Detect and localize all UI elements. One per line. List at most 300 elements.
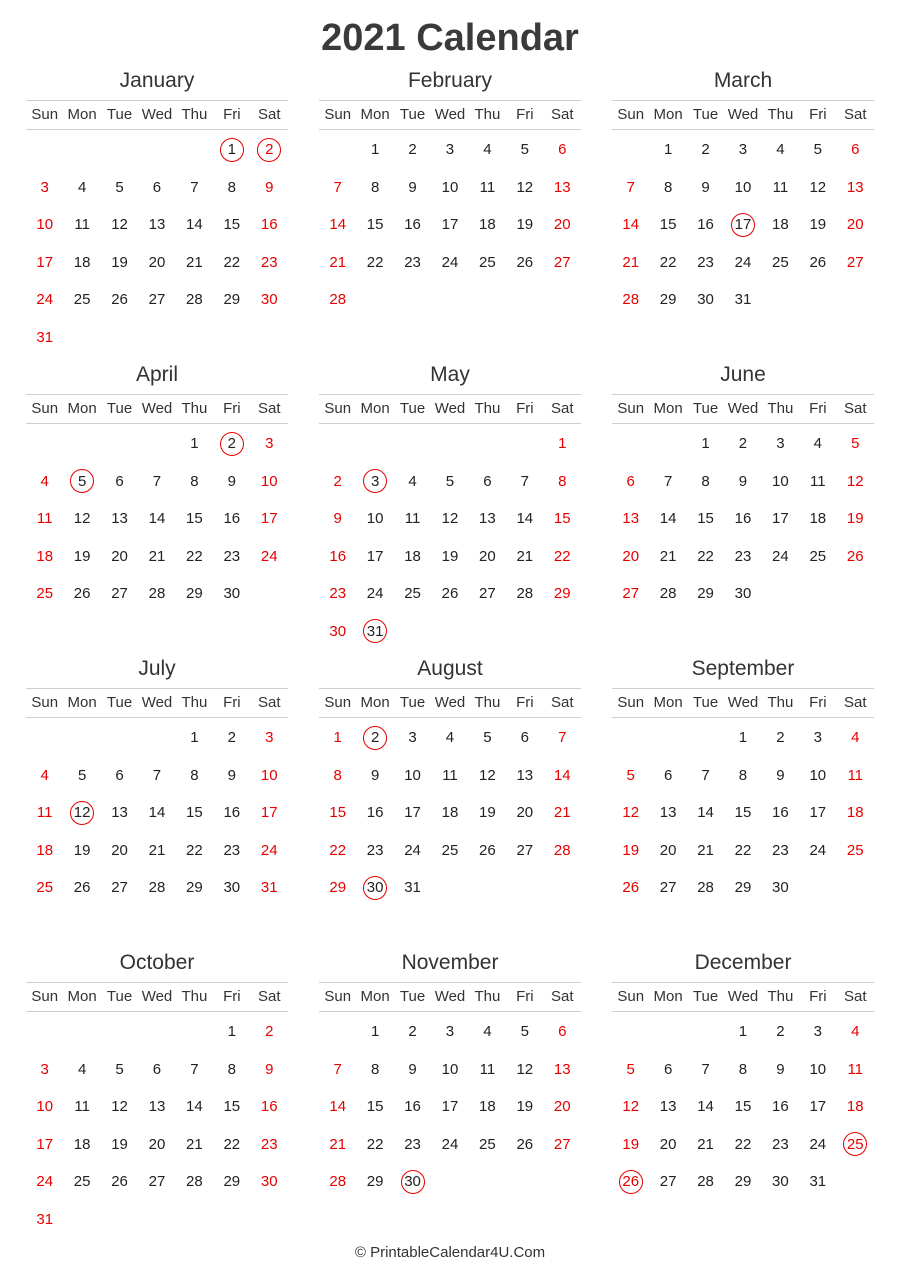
weekday-label: Sun (324, 106, 352, 123)
day-cell: 30 (260, 1173, 278, 1190)
day-cell: 13 (846, 178, 864, 196)
day-cell: 10 (441, 178, 459, 196)
day-cell: 23 (260, 253, 278, 271)
weekday-label: Fri (516, 694, 534, 711)
day-cell: 17 (441, 216, 459, 233)
weekday-header (26, 394, 288, 424)
weekday-label: Tue (399, 988, 426, 1005)
empty-day-cell (612, 425, 649, 463)
day-cell: 25 (441, 841, 459, 859)
weekday-label: Wed (727, 694, 759, 711)
day-cell: 21 (697, 841, 714, 859)
day-cell: 18 (36, 841, 54, 859)
day-cell: 26 (809, 253, 827, 271)
weekday-label: Mon (360, 694, 390, 711)
holiday-day-cell: 25 (837, 1126, 874, 1164)
day-cell: 9 (408, 1060, 417, 1078)
day-cell: 10 (366, 510, 384, 527)
day-cell: 14 (622, 216, 640, 233)
day-cell: 30 (223, 585, 241, 602)
day-cell: 12 (516, 1060, 534, 1078)
weekday-label: Tue (399, 106, 426, 123)
day-grid (319, 425, 581, 650)
day-cell: 23 (260, 1135, 278, 1153)
weekday-label: Sat (550, 694, 574, 711)
day-cell: 11 (36, 804, 53, 821)
empty-day-cell (319, 425, 356, 463)
day-cell: 27 (516, 841, 534, 859)
day-cell: 16 (772, 804, 789, 821)
day-cell: 6 (851, 141, 860, 158)
day-cell: 2 (738, 435, 748, 452)
day-cell: 16 (404, 1098, 421, 1115)
day-cell: 6 (626, 472, 635, 490)
weekday-label: Wed (141, 106, 173, 123)
day-cell: 24 (441, 253, 459, 271)
empty-day-cell (431, 425, 468, 463)
day-grid (26, 131, 288, 356)
day-cell: 4 (483, 1023, 492, 1040)
day-cell: 22 (329, 841, 347, 859)
day-cell: 7 (626, 178, 635, 196)
day-cell: 10 (772, 472, 789, 490)
day-grid (612, 131, 874, 319)
day-cell: 31 (36, 328, 54, 346)
day-cell: 19 (622, 841, 640, 859)
weekday-label: Wed (434, 988, 466, 1005)
day-cell: 14 (148, 510, 166, 527)
day-cell: 8 (333, 766, 342, 784)
weekday-label: Sat (550, 106, 574, 123)
day-cell: 5 (77, 766, 87, 784)
day-cell: 19 (516, 216, 534, 233)
day-cell: 29 (734, 1173, 752, 1190)
weekday-label: Sun (31, 400, 59, 417)
month-name: July (138, 657, 176, 680)
day-cell: 8 (370, 1060, 380, 1078)
day-cell: 3 (738, 141, 748, 158)
day-cell: 15 (366, 216, 384, 233)
day-cell: 10 (404, 766, 421, 784)
day-cell: 4 (851, 1023, 860, 1040)
day-cell: 26 (516, 253, 534, 271)
day-cell: 18 (404, 547, 421, 565)
day-cell: 1 (190, 435, 199, 452)
day-cell: 29 (223, 1173, 241, 1190)
day-cell: 13 (553, 1060, 571, 1078)
day-cell: 12 (622, 804, 640, 821)
day-cell: 29 (659, 291, 677, 308)
day-grid (612, 719, 874, 907)
month-november (319, 949, 581, 1201)
month-march (612, 67, 874, 319)
day-grid (612, 1013, 874, 1201)
weekday-label: Sat (843, 106, 867, 123)
day-cell: 9 (333, 510, 342, 527)
empty-day-cell (506, 425, 543, 463)
day-cell: 20 (553, 216, 571, 233)
day-cell: 25 (73, 291, 91, 308)
day-cell: 23 (772, 841, 789, 859)
weekday-label: Sat (550, 400, 574, 417)
empty-day-cell (319, 1013, 356, 1051)
day-cell: 11 (36, 510, 53, 527)
day-cell: 23 (223, 547, 241, 565)
day-cell: 27 (148, 291, 166, 308)
day-cell: 2 (408, 1023, 417, 1040)
day-cell: 14 (329, 1098, 347, 1115)
weekday-label: Fri (223, 400, 241, 417)
empty-day-cell (612, 131, 649, 169)
day-cell: 7 (558, 729, 567, 746)
empty-day-cell (176, 1013, 213, 1051)
day-cell: 23 (366, 841, 384, 859)
day-cell: 9 (776, 1060, 785, 1078)
day-cell: 22 (223, 1135, 241, 1153)
day-cell: 18 (479, 216, 496, 233)
day-cell: 8 (701, 472, 710, 490)
month-may (319, 361, 581, 650)
day-cell: 9 (738, 472, 748, 490)
month-june (612, 361, 874, 613)
day-cell: 11 (772, 178, 789, 196)
empty-day-cell (649, 719, 686, 757)
day-cell: 23 (772, 1135, 789, 1153)
day-cell: 7 (701, 766, 710, 784)
day-cell: 11 (479, 1060, 496, 1078)
day-cell: 15 (697, 510, 714, 527)
day-cell: 17 (772, 510, 789, 527)
day-cell: 8 (227, 178, 236, 196)
weekday-label: Wed (434, 106, 466, 123)
day-cell: 4 (77, 1060, 87, 1078)
day-cell: 7 (152, 766, 162, 784)
day-cell: 17 (36, 253, 54, 271)
footer-copyright: © PrintableCalendar4U.Com (354, 1244, 546, 1261)
day-cell: 24 (734, 253, 752, 271)
day-cell: 18 (772, 216, 789, 233)
weekday-label: Tue (399, 694, 426, 711)
day-cell: 10 (734, 178, 752, 196)
day-cell: 29 (186, 879, 203, 896)
day-cell: 20 (111, 547, 128, 565)
day-grid (319, 131, 581, 319)
day-cell: 1 (663, 141, 673, 158)
day-cell: 25 (809, 547, 827, 565)
day-cell: 12 (479, 766, 496, 784)
empty-day-cell (319, 131, 356, 169)
month-name: October (119, 951, 195, 974)
day-cell: 29 (697, 585, 714, 602)
weekday-header (612, 982, 874, 1012)
weekday-header (612, 394, 874, 424)
weekday-label: Fri (223, 694, 241, 711)
day-cell: 20 (148, 253, 166, 271)
day-cell: 14 (516, 510, 534, 527)
day-cell: 17 (809, 1098, 827, 1115)
day-cell: 18 (73, 253, 91, 271)
day-cell: 5 (626, 766, 635, 784)
day-cell: 7 (333, 178, 342, 196)
weekday-label: Fri (809, 106, 827, 123)
day-cell: 1 (370, 1023, 380, 1040)
day-cell: 4 (813, 435, 822, 452)
day-cell: 10 (260, 472, 278, 490)
day-cell: 5 (520, 141, 529, 158)
day-cell: 2 (227, 729, 236, 746)
day-cell: 5 (813, 141, 822, 158)
weekday-label: Sun (617, 400, 645, 417)
day-cell: 3 (40, 178, 49, 196)
weekday-header (612, 100, 874, 130)
day-cell: 2 (701, 141, 710, 158)
weekday-label: Wed (141, 400, 173, 417)
day-cell: 1 (370, 141, 380, 158)
day-cell: 25 (73, 1173, 91, 1190)
weekday-label: Mon (653, 694, 683, 711)
day-cell: 26 (111, 1173, 128, 1190)
day-cell: 9 (408, 178, 417, 196)
weekday-label: Fri (809, 988, 827, 1005)
empty-day-cell (469, 425, 506, 463)
day-cell: 4 (483, 141, 492, 158)
day-cell: 20 (659, 1135, 677, 1153)
empty-day-cell (138, 1013, 175, 1051)
empty-day-cell (101, 131, 138, 169)
day-cell: 3 (408, 729, 417, 746)
empty-day-cell (687, 1013, 724, 1051)
day-cell: 3 (445, 141, 455, 158)
weekday-label: Wed (434, 694, 466, 711)
day-cell: 13 (111, 804, 128, 821)
weekday-label: Wed (141, 988, 173, 1005)
weekday-label: Wed (434, 400, 466, 417)
day-cell: 31 (404, 879, 421, 896)
day-cell: 21 (186, 1135, 203, 1153)
holiday-day-cell: 3 (356, 463, 393, 501)
weekday-label: Tue (692, 400, 719, 417)
day-cell: 4 (851, 729, 860, 746)
weekday-label: Sun (324, 694, 352, 711)
day-cell: 19 (516, 1098, 534, 1115)
day-cell: 22 (734, 841, 752, 859)
day-cell: 24 (366, 585, 384, 602)
day-cell: 10 (36, 1098, 54, 1115)
month-april (26, 361, 288, 613)
day-cell: 29 (553, 585, 571, 602)
day-cell: 17 (260, 510, 278, 527)
day-cell: 24 (36, 291, 54, 308)
day-cell: 28 (553, 841, 571, 859)
weekday-label: Tue (399, 400, 426, 417)
day-grid (26, 1013, 288, 1238)
day-cell: 16 (366, 804, 384, 821)
day-cell: 13 (479, 510, 496, 527)
empty-day-cell (26, 1013, 63, 1051)
day-cell: 21 (553, 804, 571, 821)
day-cell: 31 (36, 1210, 54, 1228)
holiday-day-cell: 2 (356, 719, 393, 757)
day-cell: 6 (115, 766, 124, 784)
month-name: March (713, 69, 773, 92)
empty-day-cell (176, 131, 213, 169)
day-cell: 28 (622, 291, 640, 308)
empty-day-cell (687, 719, 724, 757)
day-cell: 21 (329, 253, 347, 271)
day-cell: 15 (553, 510, 571, 527)
weekday-label: Wed (141, 694, 173, 711)
day-cell: 29 (366, 1173, 384, 1190)
weekday-label: Mon (67, 988, 97, 1005)
weekday-header (319, 688, 581, 718)
day-cell: 19 (479, 804, 496, 821)
day-cell: 26 (73, 585, 91, 602)
weekday-label: Fri (223, 106, 241, 123)
weekday-label: Wed (727, 988, 759, 1005)
day-cell: 22 (366, 1135, 384, 1153)
weekday-label: Sat (257, 106, 281, 123)
day-cell: 17 (809, 804, 827, 821)
weekday-label: Sat (550, 988, 574, 1005)
day-cell: 24 (404, 841, 421, 859)
day-cell: 6 (663, 766, 673, 784)
day-cell: 12 (111, 1098, 128, 1115)
day-cell: 24 (772, 547, 789, 565)
day-grid (26, 719, 288, 907)
day-cell: 19 (111, 1135, 128, 1153)
day-cell: 12 (846, 472, 864, 490)
day-cell: 2 (776, 729, 785, 746)
day-cell: 11 (442, 766, 458, 784)
weekday-label: Thu (181, 988, 208, 1005)
day-cell: 1 (333, 729, 342, 746)
day-cell: 19 (809, 216, 827, 233)
empty-day-cell (63, 1013, 100, 1051)
day-cell: 5 (445, 472, 455, 490)
holiday-day-cell: 26 (612, 1163, 649, 1201)
day-cell: 21 (329, 1135, 347, 1153)
day-cell: 16 (697, 216, 714, 233)
day-grid (319, 719, 581, 907)
day-cell: 9 (227, 472, 236, 490)
day-cell: 27 (479, 585, 496, 602)
weekday-label: Sat (843, 400, 867, 417)
weekday-header (319, 394, 581, 424)
day-cell: 15 (223, 216, 241, 233)
empty-day-cell (138, 719, 175, 757)
day-cell: 3 (813, 1023, 822, 1040)
day-cell: 17 (36, 1135, 54, 1153)
weekday-label: Thu (474, 106, 501, 123)
weekday-label: Tue (106, 694, 133, 711)
day-cell: 8 (738, 1060, 748, 1078)
day-cell: 28 (148, 585, 166, 602)
day-cell: 13 (148, 1098, 166, 1115)
empty-day-cell (101, 1013, 138, 1051)
day-cell: 23 (329, 585, 347, 602)
day-cell: 6 (483, 472, 492, 490)
day-cell: 7 (663, 472, 673, 490)
weekday-label: Sat (257, 988, 281, 1005)
weekday-label: Thu (767, 988, 794, 1005)
weekday-label: Fri (516, 988, 534, 1005)
day-cell: 3 (445, 1023, 455, 1040)
empty-day-cell (26, 425, 63, 463)
day-cell: 24 (809, 841, 827, 859)
day-cell: 15 (186, 804, 203, 821)
weekday-label: Tue (106, 988, 133, 1005)
day-cell: 18 (479, 1098, 496, 1115)
weekday-label: Mon (360, 400, 390, 417)
day-cell: 10 (36, 216, 54, 233)
day-cell: 24 (260, 547, 278, 565)
day-cell: 7 (520, 472, 529, 490)
day-cell: 25 (772, 253, 789, 271)
weekday-label: Sun (617, 106, 645, 123)
day-cell: 22 (553, 547, 571, 565)
day-cell: 6 (115, 472, 124, 490)
month-name: April (135, 363, 178, 386)
day-cell: 23 (697, 253, 714, 271)
month-name: January (119, 69, 195, 92)
day-cell: 22 (223, 253, 241, 271)
day-cell: 16 (223, 510, 241, 527)
day-cell: 27 (111, 585, 128, 602)
day-cell: 29 (186, 585, 203, 602)
day-cell: 8 (663, 178, 673, 196)
day-cell: 27 (659, 1173, 677, 1190)
day-cell: 23 (404, 1135, 421, 1153)
day-cell: 19 (73, 547, 91, 565)
weekday-header (612, 688, 874, 718)
day-cell: 14 (186, 216, 203, 233)
day-cell: 27 (846, 253, 864, 271)
day-cell: 26 (479, 841, 496, 859)
day-cell: 3 (40, 1060, 49, 1078)
day-cell: 28 (148, 879, 166, 896)
day-cell: 16 (734, 510, 752, 527)
day-cell: 19 (441, 547, 459, 565)
day-cell: 10 (809, 766, 827, 784)
day-cell: 12 (516, 178, 534, 196)
day-cell: 5 (626, 1060, 635, 1078)
weekday-label: Thu (767, 694, 794, 711)
holiday-day-cell: 17 (724, 206, 761, 244)
day-cell: 20 (516, 804, 534, 821)
weekday-label: Fri (516, 106, 534, 123)
day-cell: 21 (148, 841, 166, 859)
day-cell: 14 (697, 1098, 714, 1115)
day-cell: 21 (697, 1135, 714, 1153)
day-cell: 22 (659, 253, 677, 271)
day-cell: 25 (36, 879, 54, 896)
day-cell: 16 (329, 547, 347, 565)
day-cell: 22 (186, 841, 203, 859)
day-cell: 11 (810, 472, 826, 490)
weekday-label: Sun (617, 988, 645, 1005)
day-cell: 10 (441, 1060, 459, 1078)
day-cell: 1 (701, 435, 710, 452)
weekday-header (319, 100, 581, 130)
day-cell: 20 (659, 841, 677, 859)
day-cell: 26 (73, 879, 91, 896)
empty-day-cell (26, 131, 63, 169)
weekday-label: Sun (31, 106, 59, 123)
weekday-label: Tue (692, 106, 719, 123)
day-cell: 26 (111, 291, 128, 308)
day-cell: 14 (659, 510, 677, 527)
empty-day-cell (101, 719, 138, 757)
